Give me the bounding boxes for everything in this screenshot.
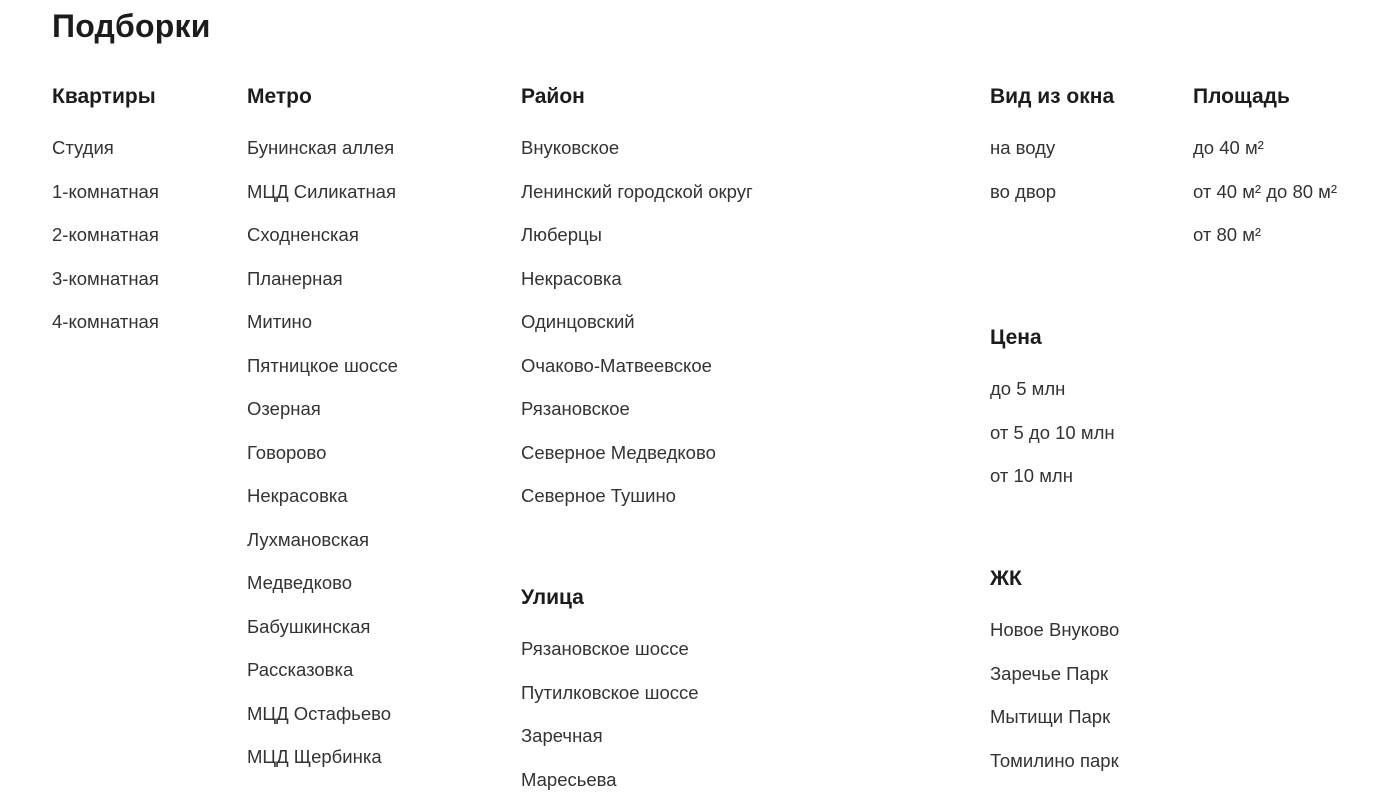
district-link[interactable]: Некрасовка xyxy=(521,267,622,289)
list-item xyxy=(1193,177,1337,221)
area-link-list xyxy=(1193,110,1337,264)
street-link[interactable]: Заречная xyxy=(521,725,603,746)
group-street xyxy=(521,585,699,793)
list-item xyxy=(990,746,1119,790)
district-link[interactable]: Северное Медведково xyxy=(521,441,716,463)
district-link[interactable]: Люберцы xyxy=(521,224,602,245)
metro-link[interactable]: Пятницкое шоссе xyxy=(247,354,398,376)
list-item xyxy=(521,765,699,793)
apartments-link-list xyxy=(52,110,159,351)
list-item xyxy=(247,394,398,438)
metro-link[interactable]: Сходненская xyxy=(247,224,359,245)
metro-link[interactable]: МЦД Остафьево xyxy=(247,702,392,724)
group-title-window-view: Вид из окна xyxy=(990,85,1115,108)
group-area xyxy=(1193,84,1337,264)
area-link[interactable]: от 80 м² xyxy=(1193,224,1262,245)
group-title-district: Район xyxy=(521,85,585,108)
apartments-link[interactable]: 4-комнатная xyxy=(52,311,159,332)
apartments-link[interactable]: 3-комнатная xyxy=(52,267,159,289)
group-residential-complex xyxy=(990,566,1119,789)
window-view-link[interactable]: во двор xyxy=(990,180,1057,202)
list-item xyxy=(990,461,1115,505)
metro-link-list xyxy=(247,110,398,786)
window-view-link-list xyxy=(990,110,1114,220)
district-link[interactable]: Очаково-Матвеевское xyxy=(521,354,712,376)
list-item xyxy=(247,133,398,177)
group-title-apartments: Квартиры xyxy=(52,85,156,108)
list-item xyxy=(990,177,1114,221)
group-title-price: Цена xyxy=(990,326,1042,349)
list-item xyxy=(521,678,699,722)
residential-complex-link[interactable]: Мытищи Парк xyxy=(990,706,1111,727)
district-link[interactable]: Северное Тушино xyxy=(521,485,676,506)
list-item xyxy=(990,418,1115,462)
area-link[interactable]: до 40 м² xyxy=(1193,137,1264,158)
apartments-link[interactable]: 2-комнатная xyxy=(52,224,159,245)
metro-link[interactable]: Лухмановская xyxy=(247,528,370,550)
list-item xyxy=(247,220,398,264)
district-link-list xyxy=(521,110,753,525)
group-price xyxy=(990,325,1115,505)
window-view-link[interactable]: на воду xyxy=(990,137,1056,158)
district-link[interactable]: Одинцовский xyxy=(521,311,635,332)
group-apartments xyxy=(52,84,159,351)
apartments-link[interactable]: 1-комнатная xyxy=(52,180,159,202)
metro-link[interactable]: МЦД Щербинка xyxy=(247,746,382,767)
list-item xyxy=(247,307,398,351)
metro-link[interactable]: Рассказовка xyxy=(247,659,354,680)
list-item xyxy=(990,659,1119,703)
price-link[interactable]: от 5 до 10 млн xyxy=(990,421,1115,443)
list-item xyxy=(521,394,753,438)
list-item xyxy=(990,702,1119,746)
list-item xyxy=(521,133,753,177)
page-title: Подборки xyxy=(52,8,211,44)
apartments-link[interactable]: Студия xyxy=(52,137,114,158)
group-window-view xyxy=(990,84,1114,220)
group-metro xyxy=(247,84,398,786)
list-item xyxy=(521,220,753,264)
list-item xyxy=(247,612,398,656)
street-link[interactable]: Путилковское шоссе xyxy=(521,681,699,703)
price-link[interactable]: до 5 млн xyxy=(990,378,1066,399)
list-item xyxy=(990,133,1114,177)
group-title-residential-complex: ЖК xyxy=(990,567,1022,590)
area-link[interactable]: от 40 м² до 80 м² xyxy=(1193,180,1338,202)
list-item xyxy=(521,481,753,525)
list-item xyxy=(521,264,753,308)
price-link-list xyxy=(990,351,1115,505)
group-title-metro: Метро xyxy=(247,85,312,108)
residential-complex-link[interactable]: Томилино парк xyxy=(990,749,1119,771)
list-item xyxy=(521,307,753,351)
list-item xyxy=(52,264,159,308)
list-item xyxy=(247,742,398,786)
list-item xyxy=(247,481,398,525)
residential-complex-link[interactable]: Заречье Парк xyxy=(990,662,1109,684)
district-link[interactable]: Внуковское xyxy=(521,137,620,158)
district-link[interactable]: Рязановское xyxy=(521,398,630,419)
metro-link[interactable]: Некрасовка xyxy=(247,485,348,506)
list-item xyxy=(247,177,398,221)
residential-complex-link-list xyxy=(990,592,1119,789)
residential-complex-link[interactable]: Новое Внуково xyxy=(990,619,1120,640)
group-title-street: Улица xyxy=(521,586,584,609)
metro-link[interactable]: Озерная xyxy=(247,398,321,419)
list-item xyxy=(52,177,159,221)
list-item xyxy=(521,351,753,395)
list-item xyxy=(52,133,159,177)
list-item xyxy=(52,220,159,264)
list-item xyxy=(247,438,398,482)
price-link[interactable]: от 10 млн xyxy=(990,465,1073,486)
list-item xyxy=(247,264,398,308)
group-district xyxy=(521,84,753,525)
metro-link[interactable]: Бунинская аллея xyxy=(247,137,395,158)
street-link[interactable]: Маресьева xyxy=(521,768,617,790)
list-item xyxy=(52,307,159,351)
list-item xyxy=(247,351,398,395)
list-item xyxy=(990,374,1115,418)
list-item xyxy=(247,699,398,743)
list-item xyxy=(247,525,398,569)
list-item xyxy=(247,568,398,612)
list-item xyxy=(247,655,398,699)
group-title-area: Площадь xyxy=(1193,85,1290,108)
street-link[interactable]: Рязановское шоссе xyxy=(521,638,689,659)
list-item xyxy=(990,615,1119,659)
list-item xyxy=(521,177,753,221)
list-item xyxy=(521,438,753,482)
metro-link[interactable]: Митино xyxy=(247,311,313,332)
metro-link[interactable]: Планерная xyxy=(247,267,343,289)
metro-link[interactable]: Говорово xyxy=(247,441,327,463)
metro-link[interactable]: Медведково xyxy=(247,572,353,593)
metro-link[interactable]: Бабушкинская xyxy=(247,615,371,637)
list-item xyxy=(1193,133,1337,177)
list-item xyxy=(521,634,699,678)
list-item xyxy=(521,721,699,765)
street-link-list xyxy=(521,611,699,793)
district-link[interactable]: Ленинский городской округ xyxy=(521,180,753,202)
list-item xyxy=(1193,220,1337,264)
metro-link[interactable]: МЦД Силикатная xyxy=(247,180,396,202)
